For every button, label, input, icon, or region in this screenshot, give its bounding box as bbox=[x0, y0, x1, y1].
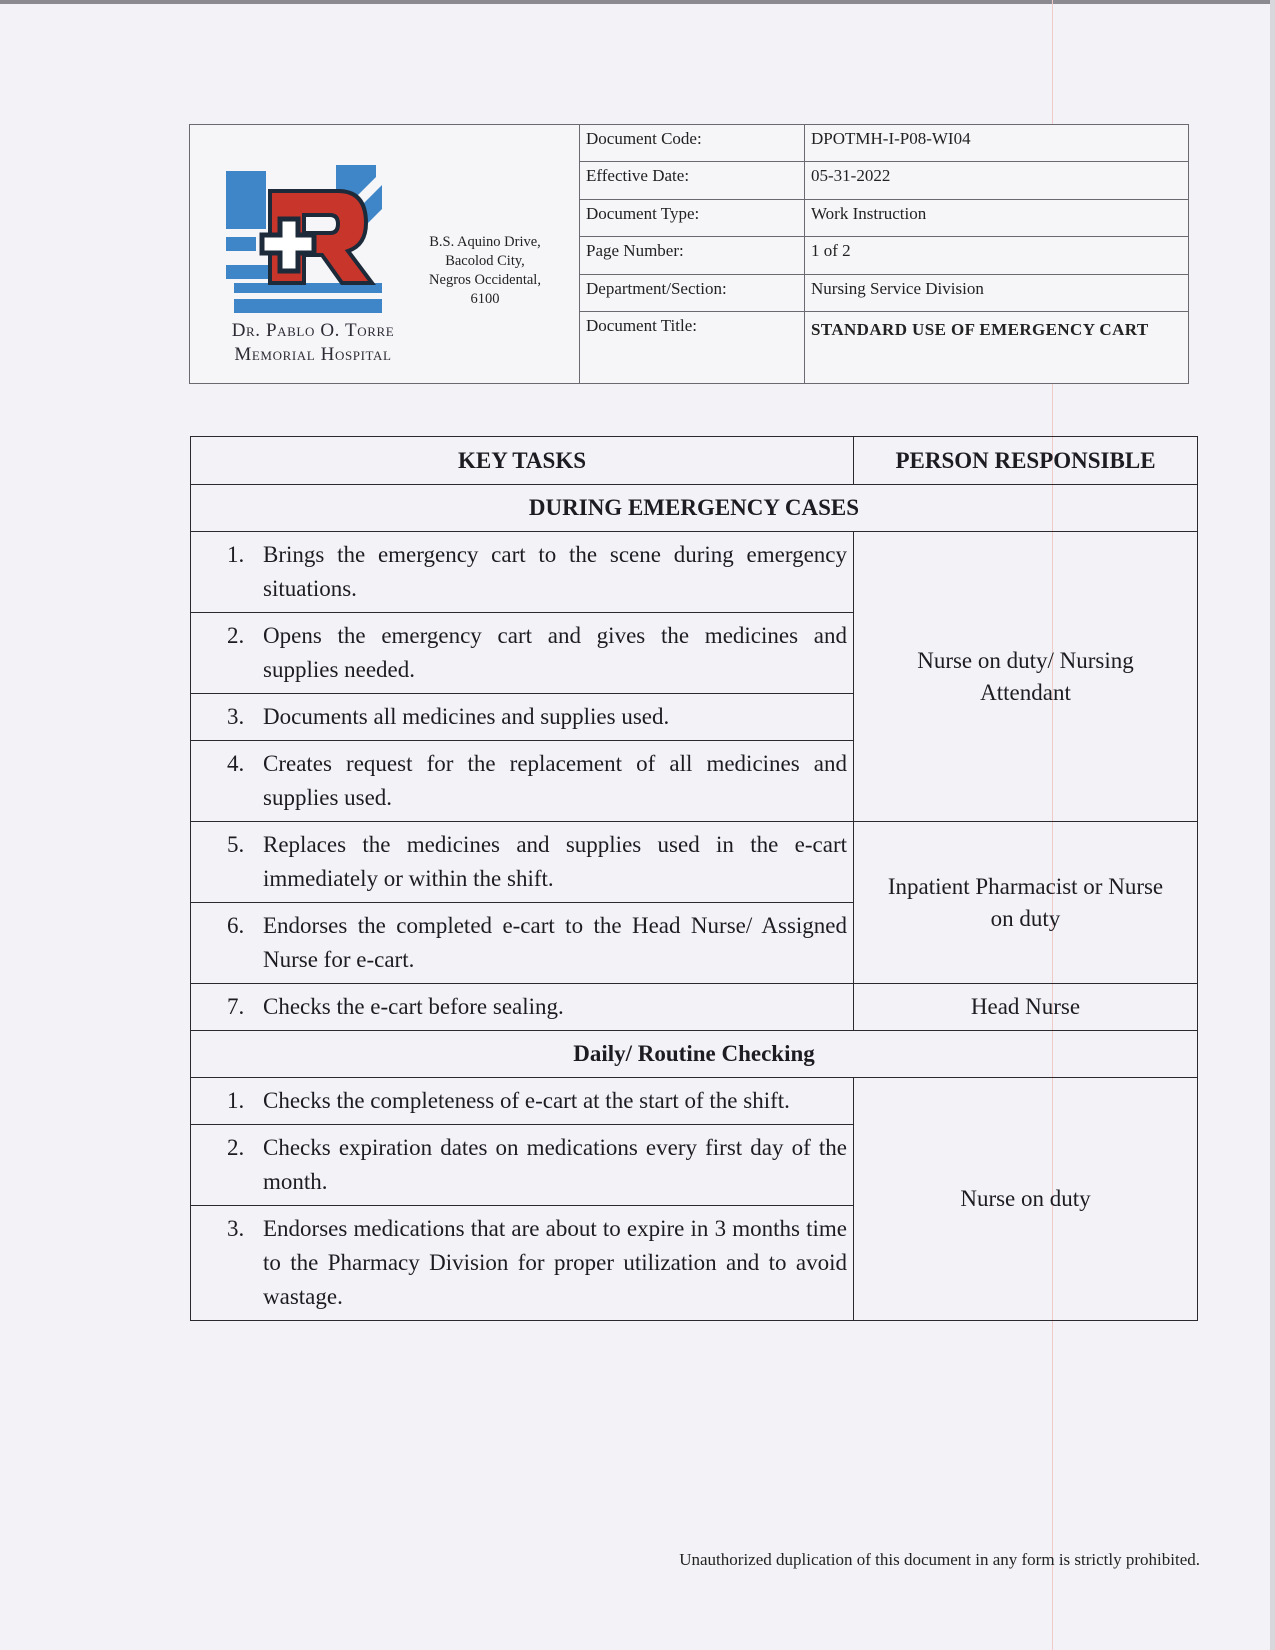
person-responsible-cell: Nurse on duty bbox=[854, 1078, 1198, 1321]
document-info-table bbox=[580, 125, 1188, 383]
document-title-value: STANDARD USE OF EMERGENCY CART bbox=[811, 320, 1149, 340]
page-edge-right bbox=[1270, 0, 1275, 1650]
effective-date-value: 05-31-2022 bbox=[805, 162, 1189, 199]
task-number: 3. bbox=[227, 704, 245, 729]
section-row bbox=[191, 485, 1198, 532]
task-number: 4. bbox=[227, 751, 245, 776]
key-tasks-header: KEY TASKS bbox=[191, 437, 854, 485]
footer-notice: Unauthorized duplication of this document in any form is strictly prohibited. bbox=[679, 1550, 1200, 1569]
document-type-value: Work Instruction bbox=[805, 199, 1189, 236]
document-code-value: DPOTMH-I-P08-WI04 bbox=[805, 125, 1189, 162]
task-number: 7. bbox=[227, 994, 245, 1019]
task-number: 2. bbox=[227, 623, 245, 648]
task-number: 1. bbox=[227, 1088, 245, 1113]
person-responsible-header: PERSON RESPONSIBLE bbox=[854, 437, 1198, 485]
task-text: Brings the emergency cart to the scene during emergency situations. bbox=[263, 542, 847, 601]
task-cell bbox=[191, 532, 854, 613]
page-number-value: 1 of 2 bbox=[805, 237, 1189, 274]
document-code-label: Document Code: bbox=[580, 125, 805, 162]
table-row bbox=[191, 822, 1198, 903]
task-cell bbox=[191, 613, 854, 694]
info-row bbox=[580, 199, 1188, 236]
task-cell bbox=[191, 1125, 854, 1206]
address-line: 6100 bbox=[470, 291, 500, 307]
table-row bbox=[191, 1078, 1198, 1125]
task-text: Replaces the medicines and supplies used in the e-cart immediately or within the shift. bbox=[263, 832, 847, 891]
hospital-address bbox=[410, 233, 560, 309]
hospital-name-line1: Dr. Pablo O. Torre bbox=[231, 320, 395, 341]
address-line: B.S. Aquino Drive, bbox=[429, 234, 541, 250]
table-row bbox=[191, 984, 1198, 1031]
department-value: Nursing Service Division bbox=[805, 274, 1189, 311]
task-text: Checks the completeness of e-cart at the start of the shift. bbox=[263, 1088, 790, 1113]
task-text: Endorses the completed e-cart to the Head Nurse/ Assigned Nurse for e-cart. bbox=[263, 913, 847, 972]
info-row bbox=[580, 125, 1188, 162]
section-row bbox=[191, 1031, 1198, 1078]
info-row bbox=[580, 274, 1188, 311]
section-title-emergency: DURING EMERGENCY CASES bbox=[191, 485, 1198, 532]
table-header-row bbox=[191, 437, 1198, 485]
department-label: Department/Section: bbox=[580, 274, 805, 311]
section-title-routine: Daily/ Routine Checking bbox=[191, 1031, 1198, 1078]
task-cell bbox=[191, 741, 854, 822]
task-number: 1. bbox=[227, 542, 245, 567]
page-number-label: Page Number: bbox=[580, 237, 805, 274]
address-line: Bacolod City, bbox=[445, 253, 525, 269]
task-number: 6. bbox=[227, 913, 245, 938]
task-number: 5. bbox=[227, 832, 245, 857]
task-cell bbox=[191, 903, 854, 984]
task-cell bbox=[191, 694, 854, 741]
task-text: Documents all medicines and supplies used. bbox=[263, 704, 670, 729]
hospital-logo-icon bbox=[226, 165, 382, 315]
page-edge bbox=[0, 0, 1275, 4]
info-row bbox=[580, 162, 1188, 199]
document-type-label: Document Type: bbox=[580, 199, 805, 236]
document-header bbox=[189, 124, 1189, 384]
person-responsible-cell: Inpatient Pharmacist or Nurse on duty bbox=[854, 822, 1198, 984]
task-cell bbox=[191, 822, 854, 903]
task-text: Checks the e-cart before sealing. bbox=[263, 994, 564, 1019]
info-row bbox=[580, 312, 1188, 383]
task-cell bbox=[191, 984, 854, 1031]
document-title-label: Document Title: bbox=[580, 312, 805, 383]
address-line: Negros Occidental, bbox=[429, 272, 541, 288]
task-number: 2. bbox=[227, 1135, 245, 1160]
effective-date-label: Effective Date: bbox=[580, 162, 805, 199]
task-cell bbox=[191, 1206, 854, 1321]
task-number: 3. bbox=[227, 1216, 245, 1241]
hospital-name bbox=[198, 319, 428, 367]
task-text: Opens the emergency cart and gives the medicines and supplies needed. bbox=[263, 623, 847, 682]
logo-cell bbox=[190, 125, 580, 383]
hospital-name-line2: Memorial Hospital bbox=[234, 344, 392, 365]
person-responsible-cell: Head Nurse bbox=[854, 984, 1198, 1031]
task-text: Endorses medications that are about to expire in 3 months time to the Pharmacy Division for proper utilization and to avoid wastage. bbox=[263, 1216, 847, 1309]
task-text: Creates request for the replacement of all medicines and supplies used. bbox=[263, 751, 847, 810]
person-responsible-cell: Nurse on duty/ Nursing Attendant bbox=[854, 532, 1198, 822]
task-text: Checks expiration dates on medications every first day of the month. bbox=[263, 1135, 847, 1194]
task-cell bbox=[191, 1078, 854, 1125]
info-row bbox=[580, 237, 1188, 274]
key-tasks-table bbox=[190, 436, 1198, 1321]
table-row bbox=[191, 532, 1198, 613]
